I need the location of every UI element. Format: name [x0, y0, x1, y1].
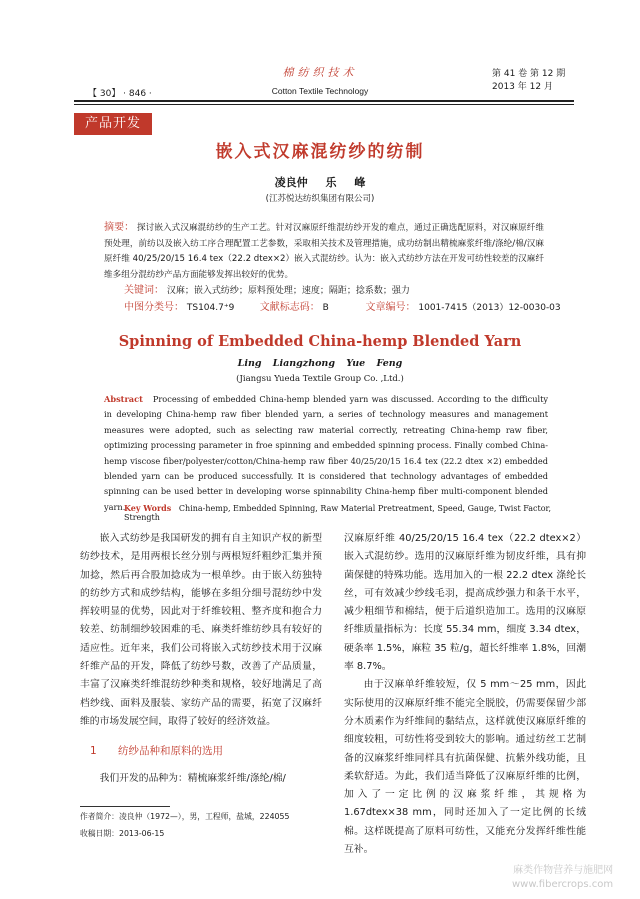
keywords-en-text: China-hemp, Embedded Spinning, Raw Material Pretreatment, Speed, Gauge, Twist Factor, Strength [124, 504, 551, 522]
abstract-cn-label: 摘要： [104, 222, 135, 233]
header-rule-thin [74, 104, 574, 105]
body-paragraph: 我们开发的品种为：精梳麻浆纤维/涤纶/棉/ [99, 773, 286, 784]
date-line: 2013 年 12 月 [492, 82, 553, 92]
abstract-en-label: Abstract [104, 394, 143, 404]
watermark [512, 864, 613, 892]
section-number: 1 [90, 745, 97, 757]
article-no-label: 文章编号： [365, 302, 416, 313]
clc-label: 中图分类号： [124, 302, 184, 313]
classification-row [124, 298, 564, 313]
body-column-left [80, 530, 322, 731]
abstract-en [104, 392, 548, 515]
keywords-cn-label: 关键词： [124, 285, 164, 296]
title-en: Spinning of Embedded China-hemp Blended Yarn [118, 333, 522, 350]
abstract-cn-text: 探讨嵌入式汉麻混纺纱的生产工艺。针对汉麻原纤维混纺纱开发的难点，通过正确选配原料，对汉麻原纤维预处理，前纺以及嵌入纺工序合理配置工艺参数，采取相关技术及管理措施，成功纺制出精梳麻浆纤维/涤纶/棉/汉麻原纤维 40/25/20/15 16.4 tex（22.2 dtex×2）嵌入式混纺纱。认为：嵌入式纺纱方法在开发可纺性较差的汉麻纤维多组分混纺纱产品方面能够发挥出较好的优势。 [104, 223, 545, 280]
abstract-cn [104, 220, 544, 283]
keywords-cn-text: 汉麻；嵌入式纺纱；原料预处理；速度；隔距；捻系数；强力 [166, 286, 410, 296]
title-cn: 嵌入式汉麻混纺纱的纺制 [215, 142, 425, 162]
body-paragraph: 汉麻原纤维 40/25/20/15 16.4 tex（22.2 dtex×2）嵌入式混纺纱。选用的汉麻原纤维为韧皮纤维，具有抑菌保健的特殊功能。选用加入的一根 22.2 dtex 涤纶长丝，可有效减少纱线毛羽，提高成纱强力和条干水平，减少粗细节和棉结，便于后道织造加工。选用的汉麻原纤维质量指标为：长度 55.34 mm，细度 3.34 dtex，硬条率 1.5%，麻粒 35 粒/g，超长纤维率 1.8%，回潮率 8.7%。 [344, 533, 586, 673]
watermark-line2: www.fibercrops.com [512, 879, 614, 890]
journal-logo: 棉纺织技术 [282, 66, 358, 79]
authors-cn: 凌良仲 乐 峰 [274, 176, 366, 189]
issue-label: 【 30】 · 846 · [88, 89, 152, 99]
volume-info [492, 68, 565, 94]
watermark-line1: 麻类作物营养与施肥网 [513, 865, 614, 876]
authors-en: Ling Liangzhong Yue Feng [237, 358, 403, 369]
journal-english-name: Cotton Textile Technology [271, 86, 369, 96]
body-column-right [344, 530, 586, 859]
footnote-received: 收稿日期：2013-06-15 [80, 829, 165, 838]
article-no-value: 1001-7415（2013）12-0030-03 [418, 303, 561, 313]
keywords-en [124, 503, 564, 522]
volume-line: 第 41 卷 第 12 期 [492, 69, 566, 79]
keywords-en-label: Key Words [124, 503, 172, 513]
clc-value: TS104.7⁺9 [186, 303, 235, 313]
section-title: 纺纱品种和原料的选用 [118, 745, 224, 757]
header-rule [74, 100, 574, 102]
body-paragraph: 由于汉麻单纤维较短，仅 5 mm～25 mm，因此实际使用的汉麻原纤维不能完全脱胶，仍需要保留少部分木质素作为纤维间的黏结点，这样就使汉麻原纤维的细度较粗，可纺性将受到较大的影响。通过纺丝工艺制备的汉麻浆纤维同样具有抗菌保健、抗紫外线功能，且柔软舒适。为此，我们适当降低了汉麻原纤维的比例，加入了一定比例的汉麻浆纤维，其规格为 1.67dtex×38 mm，同时还加入了一定比例的长绒棉。这样既提高了原料可纺性，又能充分发挥纤维性能互补。 [344, 679, 586, 856]
abstract-en-text: Processing of embedded China-hemp blended yarn was discussed. According to the difficulty in developing China-hemp raw fiber blended yarn, a series of technology measures and management measures were adopted, such as selecting raw material correctly, retreating China-hemp raw fiber, optimizing processing parameter in froe spinning and embedded spinning process. Finally combed China-hemp viscose fiber/polyester/cotton/China-hemp raw fiber 40/25/20/15 16.4 tex (22.2 dtex ×2) embedded blended yarn can be produced successfully. It is considered that technology advantages of embedded spinning can be used better in developing worse spinnability China-hemp fiber multi-component blended yarn. [104, 394, 549, 512]
affiliation-cn: (江苏悦达纺织集团有限公司) [265, 194, 375, 204]
section-tag: 产品开发 [74, 113, 152, 135]
footnote-rule [80, 806, 170, 807]
affiliation-en: (Jiangsu Yueda Textile Group Co. ,Ltd.) [236, 374, 404, 384]
section-heading [90, 743, 223, 758]
keywords-cn [124, 281, 544, 296]
doc-code-value: B [322, 303, 329, 313]
doc-code-label: 文献标志码： [259, 302, 320, 313]
body-paragraph: 嵌入式纺纱是我国研发的拥有自主知识产权的新型纺纱技术，是用两根长丝分别与两根短纤粗纱汇集并预加捻，然后再合股加捻成为一根单纱。由于嵌入纺独特的纺纱方式和成纱结构，能够在多组分细号混纺纱中发挥较明显的优势，因此对于纤维较粗、整齐度和抱合力较差、纺制细纱较困难的毛、麻类纤维纺纱具有较好的适应性。近年来，我们公司将嵌入式纺纱技术用于汉麻纤维产品的开发，降低了纺纱号数，改善了产品质量，丰富了汉麻类纤维混纺纱种类和规格，较好地满足了高档纱线、面料及服装、家纺产品的需要，拓宽了汉麻纤维的市场发展空间，取得了较好的经济效益。 [80, 533, 322, 727]
footnote-author: 作者简介：凌良仲（1972—），男，工程师，盐城，224055 [80, 812, 290, 821]
